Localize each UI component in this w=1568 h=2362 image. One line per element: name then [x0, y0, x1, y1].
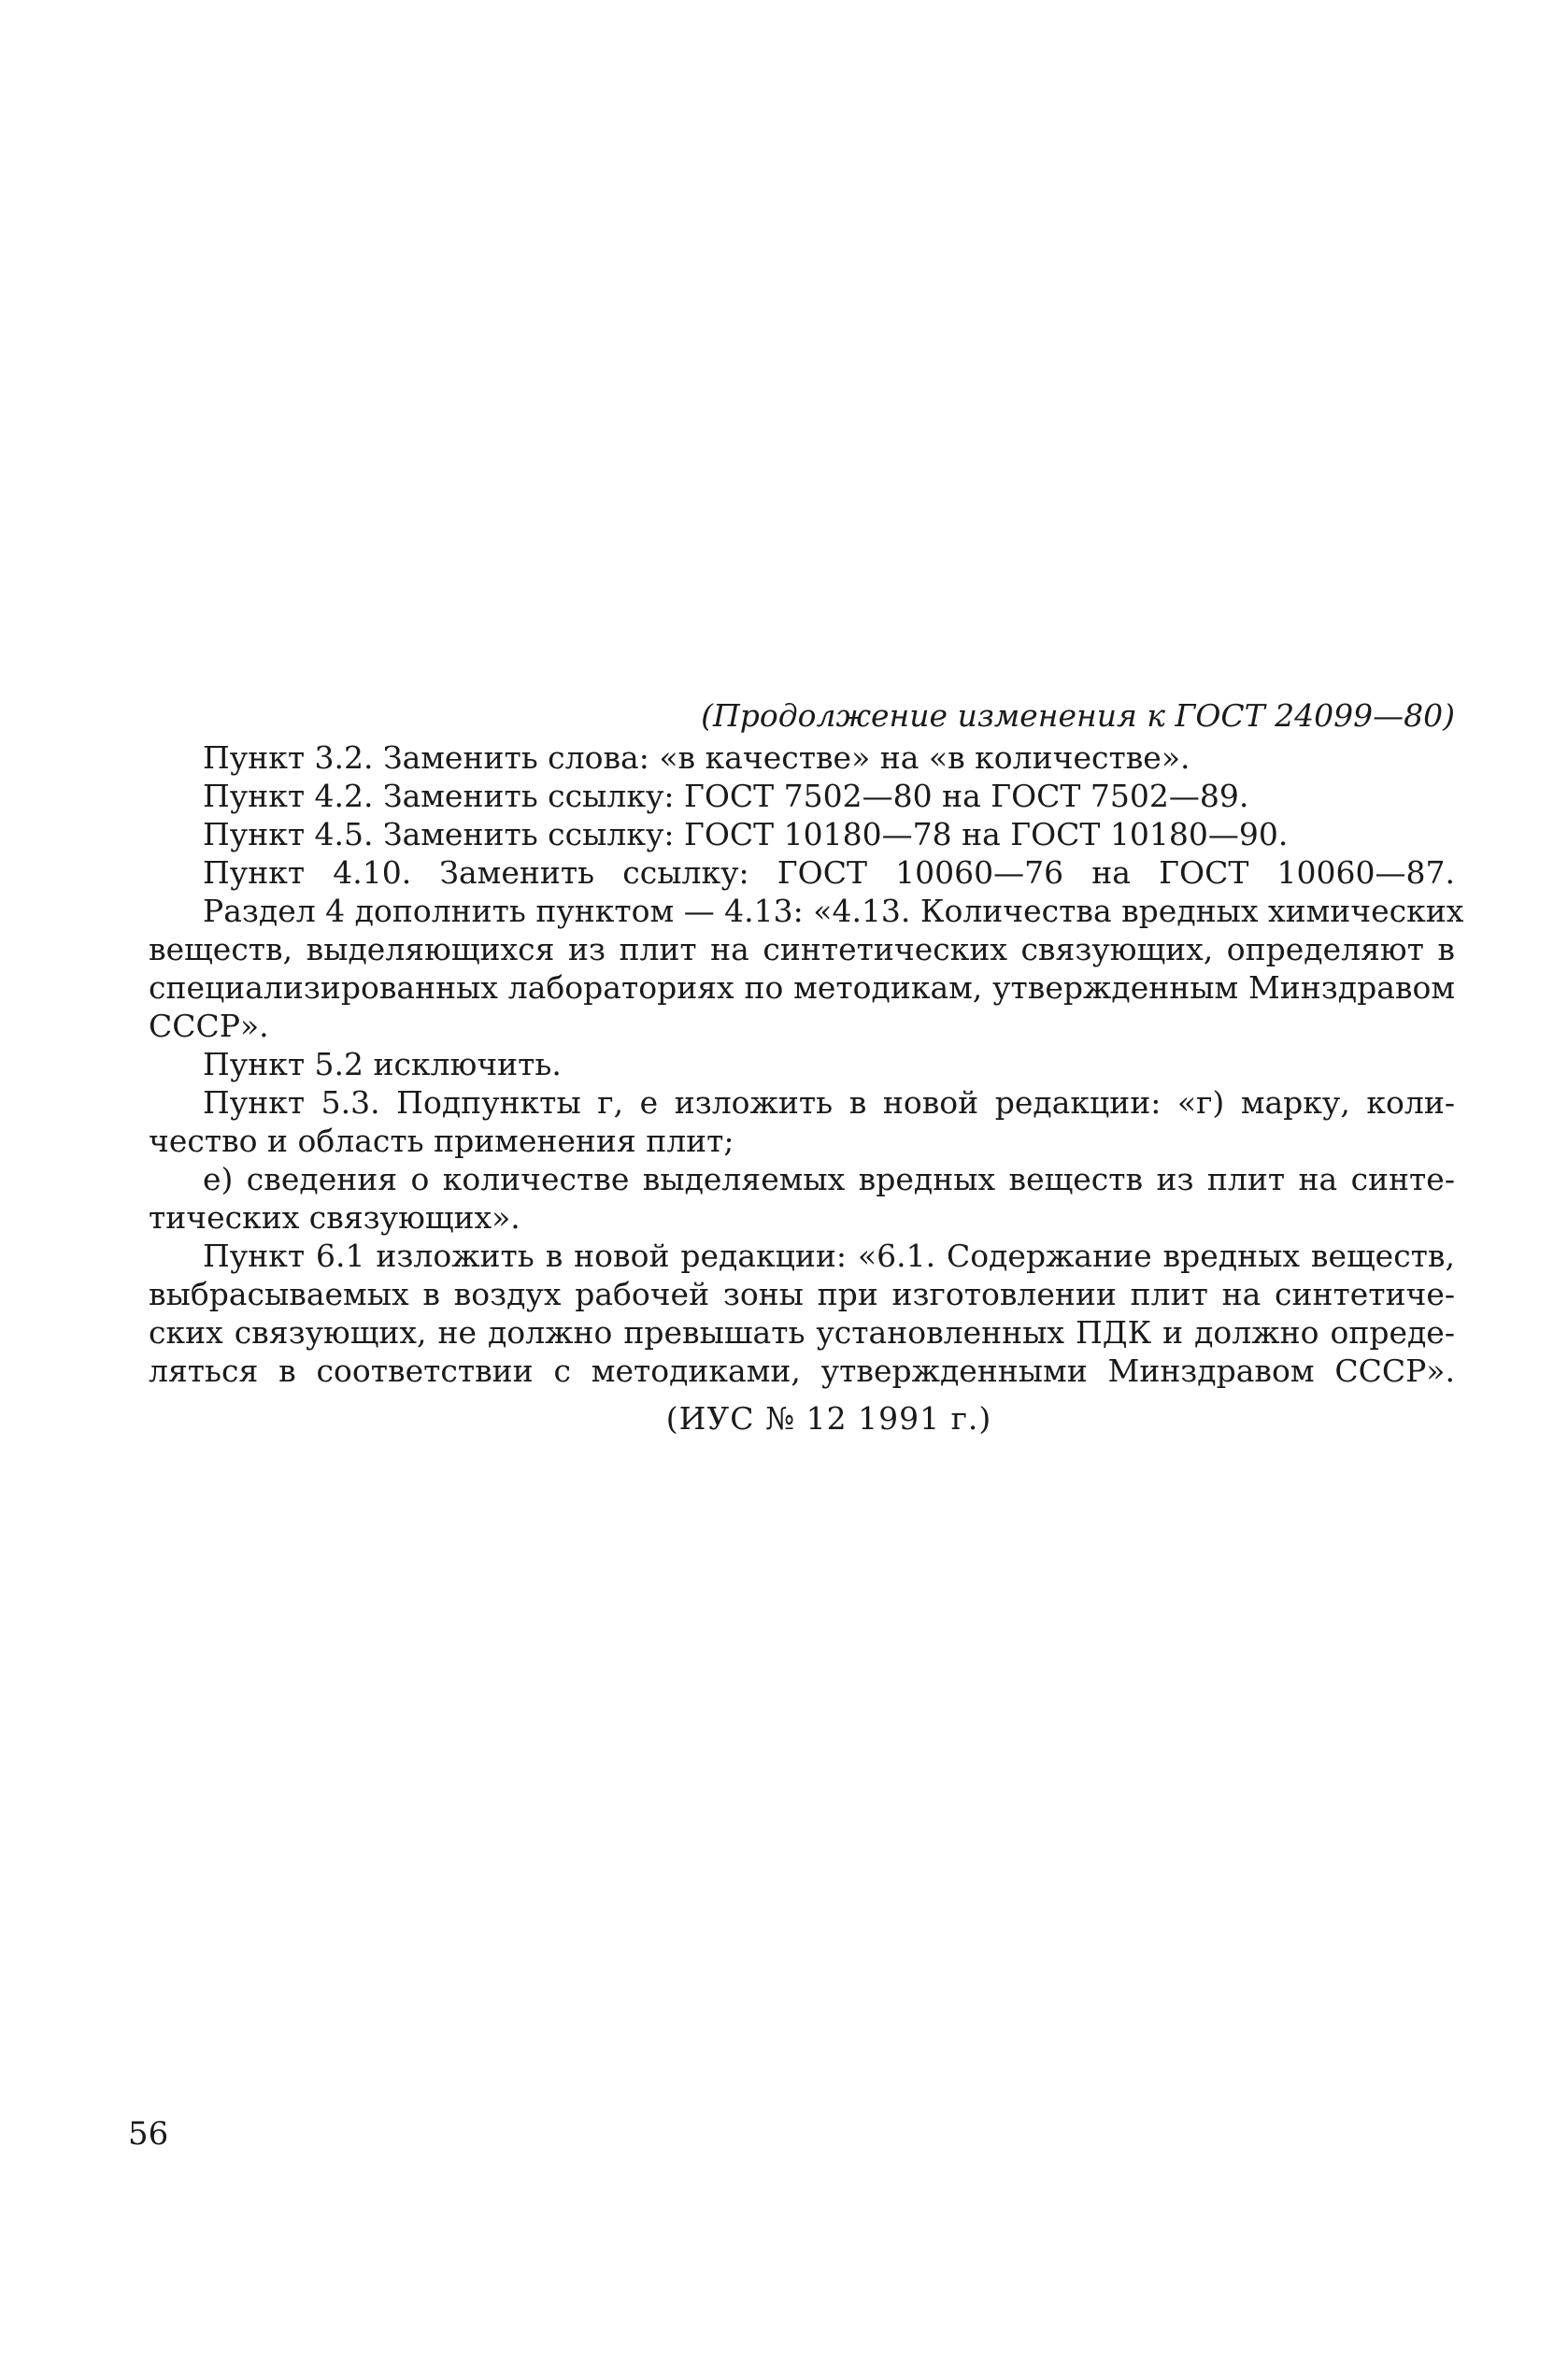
paragraph-subitem-e: [149, 1160, 1455, 1237]
paragraph-item-6-1: [149, 1237, 1455, 1390]
paragraph-line: е) сведения о количестве выделяемых вредных веществ из плит на синте-: [203, 1161, 1455, 1197]
continuation-heading: (Продолжение изменения к ГОСТ 24099—80): [701, 697, 1455, 734]
document-body: [149, 696, 1464, 1438]
paragraph-item-4-2: [203, 777, 1455, 815]
paragraph-line: ских связующих, не должно превышать установленных ПДК и должно опреде-: [149, 1314, 1455, 1351]
paragraph-item-3-2: [203, 738, 1455, 777]
paragraph-item-4-5: [203, 815, 1455, 853]
paragraph-line: Пункт 5.3. Подпункты г, е изложить в новой редакции: «г) марку, коли-: [203, 1084, 1455, 1121]
paragraph-line: выбрасываемых в воздух рабочей зоны при изготовлении плит на синтетиче-: [149, 1276, 1455, 1312]
paragraph-line: СССР».: [149, 1008, 269, 1044]
paragraph-line: тических связующих».: [149, 1199, 520, 1236]
paragraph-line: Пункт 4.2. Заменить ссылку: ГОСТ 7502—80 на ГОСТ 7502—89.: [203, 778, 1249, 814]
source-reference: (ИУС № 12 1991 г.): [665, 1400, 992, 1437]
paragraph-line: Пункт 4.10. Заменить ссылку: ГОСТ 10060—76 на ГОСТ 10060—87.: [203, 854, 1455, 891]
paragraph-line: ляться в соответствии с методиками, утвержденными Минздравом СССР».: [149, 1353, 1455, 1389]
paragraph-line: Пункт 5.2 исключить.: [203, 1046, 562, 1082]
paragraph-item-5-2: [203, 1045, 1455, 1083]
page-number: 56: [128, 2115, 169, 2153]
paragraph-item-4-10: [203, 853, 1455, 892]
paragraph-line: Раздел 4 дополнить пунктом — 4.13: «4.13. Количества вредных химических: [203, 893, 1464, 929]
paragraph-item-5-3: [149, 1083, 1455, 1160]
paragraph-line: чество и область применения плит;: [149, 1123, 734, 1159]
paragraph-line: Пункт 4.5. Заменить ссылку: ГОСТ 10180—78 на ГОСТ 10180—90.: [203, 816, 1289, 852]
paragraph-line: специализированных лабораториях по методикам, утвержденным Минздравом: [149, 969, 1455, 1006]
paragraph-line: Пункт 6.1 изложить в новой редакции: «6.1. Содержание вредных веществ,: [203, 1238, 1455, 1274]
paragraph-line: Пункт 3.2. Заменить слова: «в качестве» на «в количестве».: [203, 739, 1190, 776]
paragraph-section-4: [149, 892, 1464, 1045]
paragraph-line: веществ, выделяющихся из плит на синтетических связующих, определяют в: [149, 931, 1455, 967]
